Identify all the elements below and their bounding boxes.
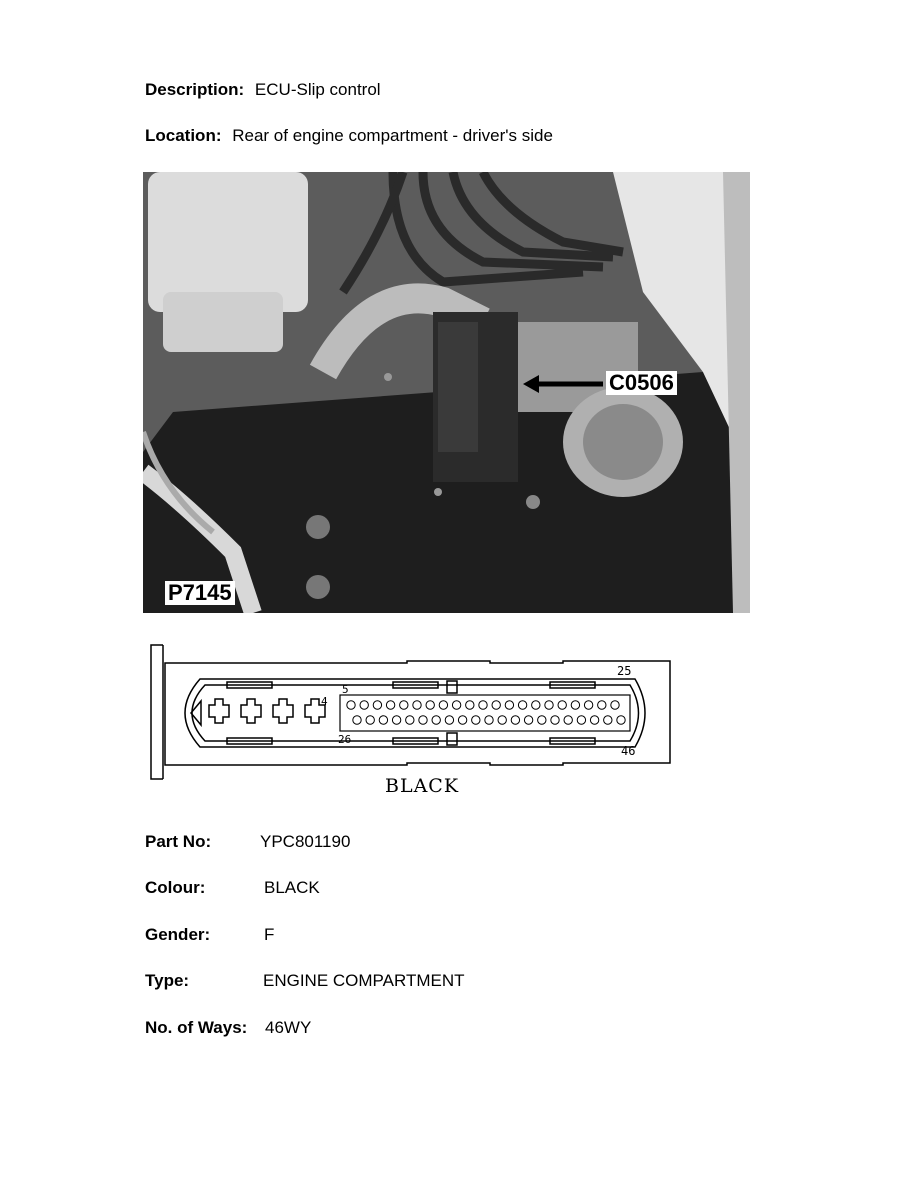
part-no-value: YPC801190 [260, 832, 351, 851]
pin-cavity [524, 716, 532, 724]
pin-cavity [439, 701, 447, 709]
pin-cavity [445, 716, 453, 724]
pin-cavity [472, 716, 480, 724]
pin-cavity [452, 701, 460, 709]
gender-value: F [264, 925, 275, 944]
pin-cavity [558, 701, 566, 709]
pin-cavity [545, 701, 553, 709]
pin-label-5: 5 [342, 683, 349, 696]
pin-cavity [353, 716, 361, 724]
gender-label: Gender: [145, 925, 211, 944]
pin-cavity [532, 701, 540, 709]
pin-cavity [360, 701, 368, 709]
pin-cavity [571, 701, 579, 709]
pin-cavity [604, 716, 612, 724]
description-value: ECU-Slip control [254, 80, 381, 99]
type-label: Type: [145, 971, 190, 990]
pin-cavity [366, 716, 374, 724]
pin-cavity [551, 716, 559, 724]
pin-cavity [492, 701, 500, 709]
pin-cavity [392, 716, 400, 724]
pin-cavity [413, 701, 421, 709]
pin-cavity [458, 716, 466, 724]
ways-value: 46WY [265, 1018, 312, 1037]
pin-callout: P7145 [165, 581, 235, 605]
pin-cavity [485, 716, 493, 724]
pin-cavity [386, 701, 394, 709]
colour-label: Colour: [145, 878, 206, 897]
colour-value: BLACK [264, 878, 320, 897]
pin-cavity [511, 716, 519, 724]
location-row [145, 126, 553, 146]
pin-cavity [617, 716, 625, 724]
location-label: Location: [145, 126, 222, 145]
pin-label-26: 26 [338, 733, 352, 746]
pin-cavity [598, 701, 606, 709]
part-no-label: Part No: [145, 832, 212, 851]
pin-label-46: 46 [621, 744, 636, 758]
connector-callout: C0506 [606, 371, 677, 395]
power-terminals [209, 699, 325, 723]
engine-compartment-photo [143, 172, 750, 613]
description-label: Description: [145, 80, 245, 99]
pin-cavity [584, 701, 592, 709]
location-value: Rear of engine compartment - driver's side [232, 126, 553, 145]
pin-label-25: 25 [617, 664, 632, 678]
pin-cavity [590, 716, 598, 724]
pin-cavity [432, 716, 440, 724]
pin-cavity [518, 701, 526, 709]
pin-cavity [406, 716, 414, 724]
pin-cavity [564, 716, 572, 724]
pin-cavity [379, 716, 387, 724]
description-row [145, 80, 381, 100]
pin-cavity [419, 716, 427, 724]
pin-cavity [347, 701, 355, 709]
connector-face-diagram [145, 643, 690, 783]
pin-cavity [498, 716, 506, 724]
pin-cavity [479, 701, 487, 709]
pin-cavity [400, 701, 408, 709]
pin-label-4: 4 [321, 695, 328, 708]
type-value: ENGINE COMPARTMENT [263, 971, 465, 990]
pin-cavity [577, 716, 585, 724]
pin-cavity [373, 701, 381, 709]
pin-cavity [611, 701, 619, 709]
connector-colour-caption: BLACK [385, 775, 460, 797]
pin-cavity [505, 701, 513, 709]
pin-cavity [426, 701, 434, 709]
pin-cavity [538, 716, 546, 724]
pin-cavity [466, 701, 474, 709]
ways-label: No. of Ways: [145, 1018, 248, 1037]
